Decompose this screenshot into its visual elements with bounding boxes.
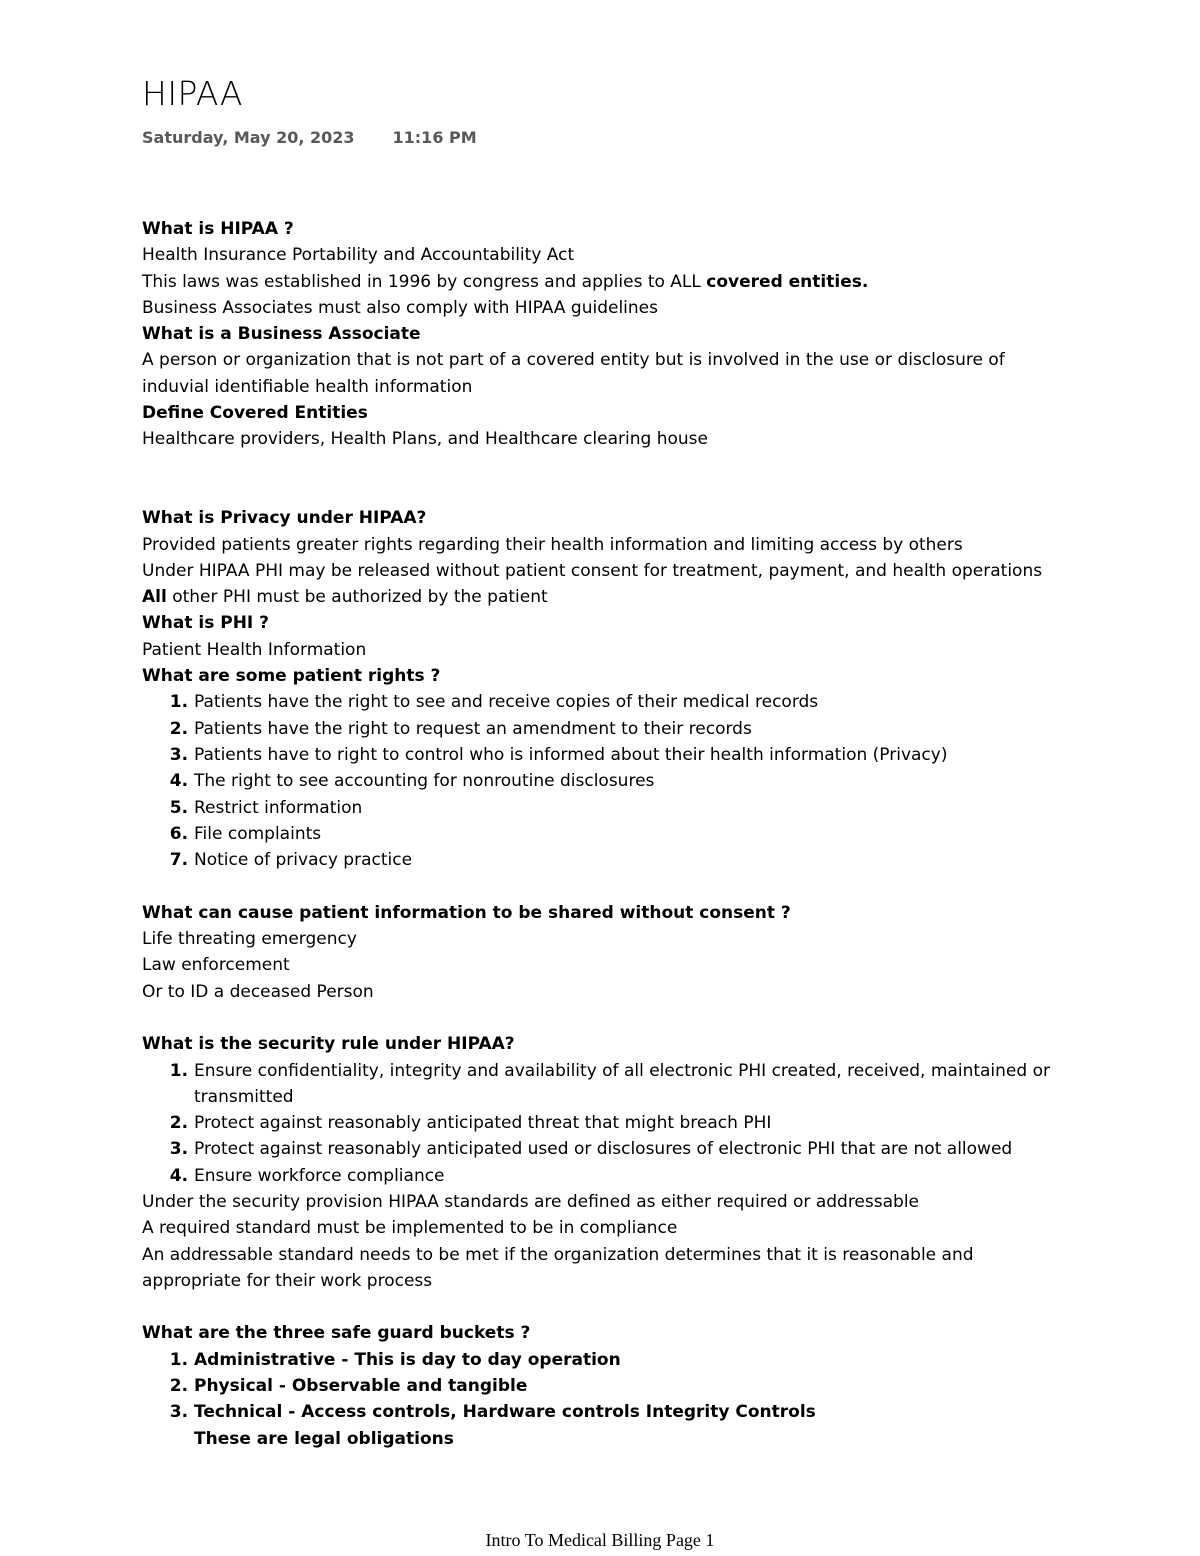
question-privacy: What is Privacy under HIPAA? — [142, 508, 427, 529]
question-shared-without-consent: What can cause patient information to be shared without consent ? — [142, 902, 791, 923]
list-item: 2. Physical - Observable and tangible — [194, 1373, 1062, 1399]
answer-line: Life threating emergency — [142, 929, 357, 950]
patient-rights-list — [142, 689, 1062, 873]
list-item: 6. File complaints — [194, 821, 1062, 847]
answer-line — [142, 269, 1062, 295]
note-body — [142, 216, 1062, 1452]
page-timestamp — [142, 128, 477, 147]
list-item: 2. Patients have the right to request an amendment to their records — [194, 716, 1062, 742]
page-time: 11:16 PM — [392, 128, 477, 147]
answer-line: Healthcare providers, Health Plans, and Healthcare clearing house — [142, 429, 708, 450]
question-safeguard-buckets: What are the three safe guard buckets ? — [142, 1323, 531, 1344]
page-date: Saturday, May 20, 2023 — [142, 128, 355, 147]
question-patient-rights: What are some patient rights ? — [142, 666, 441, 687]
page-footer: Intro To Medical Billing Page 1 — [485, 1530, 715, 1550]
list-item: 1. Patients have the right to see and receive copies of their medical records — [194, 689, 1062, 715]
list-item: 1. Administrative - This is day to day operation — [194, 1347, 1062, 1373]
answer-line: An addressable standard needs to be met if the organization determines that it is reasonable and appropriate for their work process — [142, 1244, 974, 1291]
list-item: 3. Patients have to right to control who is informed about their health information (Privacy) — [194, 742, 1062, 768]
answer-line: Or to ID a deceased Person — [142, 981, 374, 1002]
answer-line: Provided patients greater rights regarding their health information and limiting access by others — [142, 534, 963, 555]
answer-line: Health Insurance Portability and Accountability Act — [142, 245, 575, 266]
answer-line: Under HIPAA PHI may be released without patient consent for treatment, payment, and health operations — [142, 560, 1043, 581]
security-rule-list — [142, 1058, 1062, 1189]
list-item: 4. Ensure workforce compliance — [194, 1163, 1062, 1189]
list-item: 1. Ensure confidentiality, integrity and availability of all electronic PHI created, received, maintained or transmitted — [194, 1058, 1062, 1111]
question-business-associate: What is a Business Associate — [142, 324, 421, 345]
question-what-is-phi: What is PHI ? — [142, 613, 270, 634]
safeguard-buckets-list — [142, 1347, 1062, 1452]
answer-text: other PHI must be authorized by the patient — [166, 587, 548, 608]
answer-line: Law enforcement — [142, 955, 290, 976]
page-title: HIPAA — [142, 74, 243, 113]
legal-obligations-note: These are legal obligations — [194, 1428, 454, 1449]
list-item — [194, 1399, 1062, 1452]
answer-line — [142, 584, 1062, 610]
answer-bold-text: All — [142, 587, 167, 608]
list-item: 7. Notice of privacy practice — [194, 847, 1062, 873]
answer-line: Under the security provision HIPAA standards are defined as either required or addressable — [142, 1191, 919, 1212]
list-item: 4. The right to see accounting for nonroutine disclosures — [194, 768, 1062, 794]
list-item: 5. Restrict information — [194, 795, 1062, 821]
question-covered-entities: Define Covered Entities — [142, 403, 368, 424]
answer-line: Business Associates must also comply with HIPAA guidelines — [142, 297, 658, 318]
list-item: 2. Protect against reasonably anticipated threat that might breach PHI — [194, 1110, 1062, 1136]
answer-line: A person or organization that is not part of a covered entity but is involved in the use or disclosure of induvial identifiable health information — [142, 350, 1005, 397]
question-security-rule: What is the security rule under HIPAA? — [142, 1034, 515, 1055]
answer-text: This laws was established in 1996 by congress and applies to ALL — [142, 271, 707, 292]
answer-bold-text: covered entities. — [706, 271, 869, 292]
list-item: 3. Protect against reasonably anticipated used or disclosures of electronic PHI that are not allowed — [194, 1136, 1062, 1162]
answer-line: Patient Health Information — [142, 639, 367, 660]
answer-line: A required standard must be implemented to be in compliance — [142, 1218, 678, 1239]
list-item-text: 3. Technical - Access controls, Hardware controls Integrity Controls — [194, 1402, 816, 1423]
question-what-is-hipaa: What is HIPAA ? — [142, 219, 294, 239]
